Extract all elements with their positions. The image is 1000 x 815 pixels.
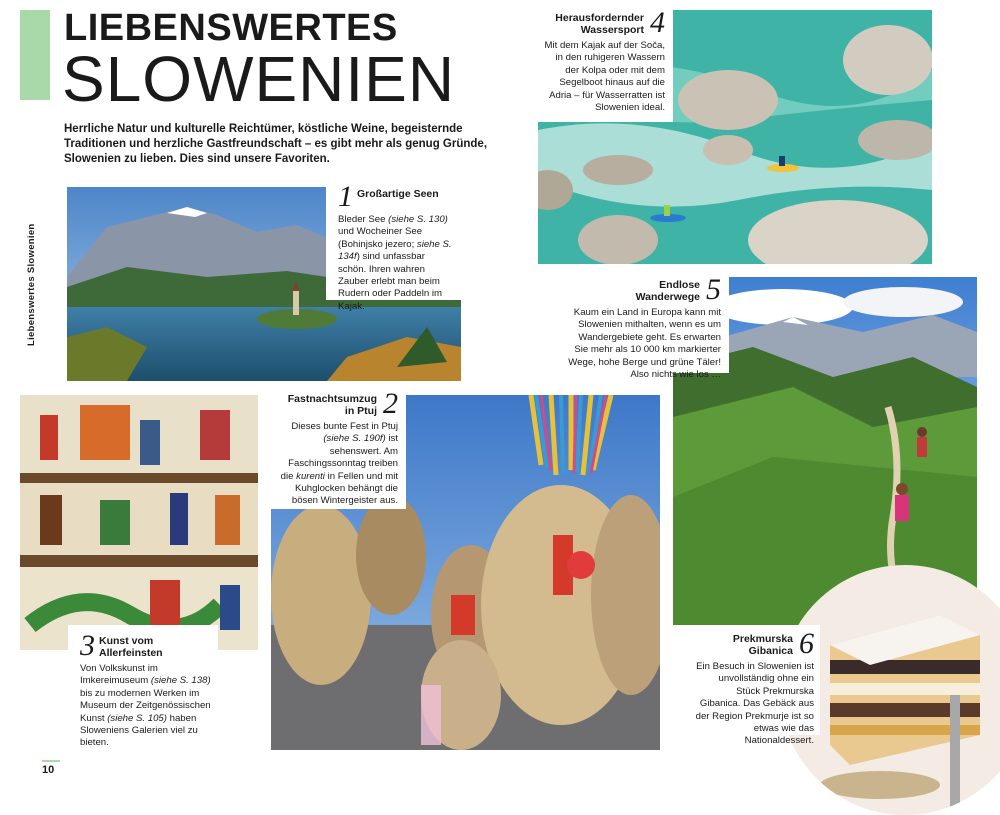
- page-ref: (siehe S. 190f): [323, 433, 386, 445]
- page-number-bar: [42, 760, 60, 762]
- item-body-6: Ein Besuch in Slowenien ist unvollständig ohne ein Stück Prekmurska Gibanica. Das Gebäck aus der Region Prekmurje ist so etwas wie das Nationaldessert.: [695, 661, 814, 747]
- item-heading-4: Herausfordernder Wassersport: [555, 12, 644, 36]
- item-number-2: 2: [383, 387, 398, 420]
- item-number-5: 5: [706, 273, 721, 306]
- photo-folk-art-panels: [20, 395, 258, 650]
- body-text: haben Sloweniens Galerien viel zu bieten.: [80, 712, 198, 749]
- section-side-label: [26, 106, 46, 346]
- page-title-line2: SLOWENIEN: [62, 43, 456, 115]
- item-body-1: [338, 214, 455, 313]
- item-heading-6: Prekmurska Gibanica: [732, 633, 793, 657]
- page-ref: kurenti: [296, 470, 325, 482]
- item-body-4: Mit dem Kajak auf der Soča, in den ruhigeren Wassern der Kolpa oder mit dem Segelboot hinaus auf die Adria – für Wasserratten ist Slowenien ideal.: [544, 40, 665, 114]
- item-heading-3: Kunst vom Allerfeinsten: [99, 635, 163, 659]
- item-heading-2: Fastnachtsumzug in Ptuj: [287, 393, 377, 417]
- side-label-chapter: Liebenswertes Slowenien: [26, 223, 37, 346]
- item-box-6: [690, 625, 820, 747]
- accent-bar: [20, 10, 50, 100]
- item-body-3: [80, 663, 212, 750]
- body-text: Bleder See: [338, 214, 389, 225]
- page-title-line1: LIEBENSWERTES: [64, 7, 398, 49]
- item-box-2: [271, 385, 406, 509]
- body-text: und Wocheiner See (Bohinjsko jezero;: [338, 226, 423, 250]
- item-number-3: 3: [80, 629, 95, 662]
- body-text: ist sehenswert. Am Faschingssonntag treiben die: [280, 433, 398, 482]
- body-text: Von Volkskunst im Imkereimuseum: [80, 663, 158, 687]
- page-ref: (siehe S. 138): [150, 675, 211, 687]
- item-number-1: 1: [338, 180, 353, 213]
- item-box-5: [563, 273, 729, 381]
- body-text: ) sind unfassbar schön. Ihren wahren Zauber erlebt man beim Rudern oder Paddeln im Kajak.: [338, 251, 442, 312]
- item-heading-5: Endlose Wanderwege: [635, 279, 700, 303]
- item-number-6: 6: [799, 627, 814, 660]
- page-number: 10: [42, 764, 55, 776]
- body-text: bis zu modernen Werken im Museum der Zeitgenössischen Kunst: [80, 687, 211, 724]
- item-box-4: [538, 6, 673, 122]
- item-heading-1: Großartige Seen: [357, 188, 439, 200]
- item-number-4: 4: [650, 6, 665, 39]
- item-body-5: Kaum ein Land in Europa kann mit Slowenien mithalten, wenn es um Wandergebiete geht. Es erwarten Sie mehr als 10 000 km markierter Wege, hohe Berge und grüne Täler! Also nichts wie los …: [568, 307, 721, 381]
- page-ref: siehe S. 134f: [338, 238, 452, 263]
- page-ref: (siehe S. 130): [388, 214, 448, 225]
- item-box-3: [68, 625, 218, 749]
- item-box-1: [326, 180, 461, 312]
- body-text: in Fellen und mit Kuhglocken behängt die bösen Wintergeister aus.: [291, 470, 398, 507]
- intro-text: Herrliche Natur und kulturelle Reichtümer, köstliche Weine, begeisternde Traditionen und herzliche Gastfreundschaft – es gibt mehr als genug Gründe, Slowenien zu lieben. Dies sind unsere Favoriten.: [64, 123, 488, 165]
- item-body-2: [275, 421, 398, 508]
- page-ref: (siehe S. 105): [107, 712, 167, 724]
- body-text: Dieses bunte Fest in Ptuj: [291, 421, 398, 432]
